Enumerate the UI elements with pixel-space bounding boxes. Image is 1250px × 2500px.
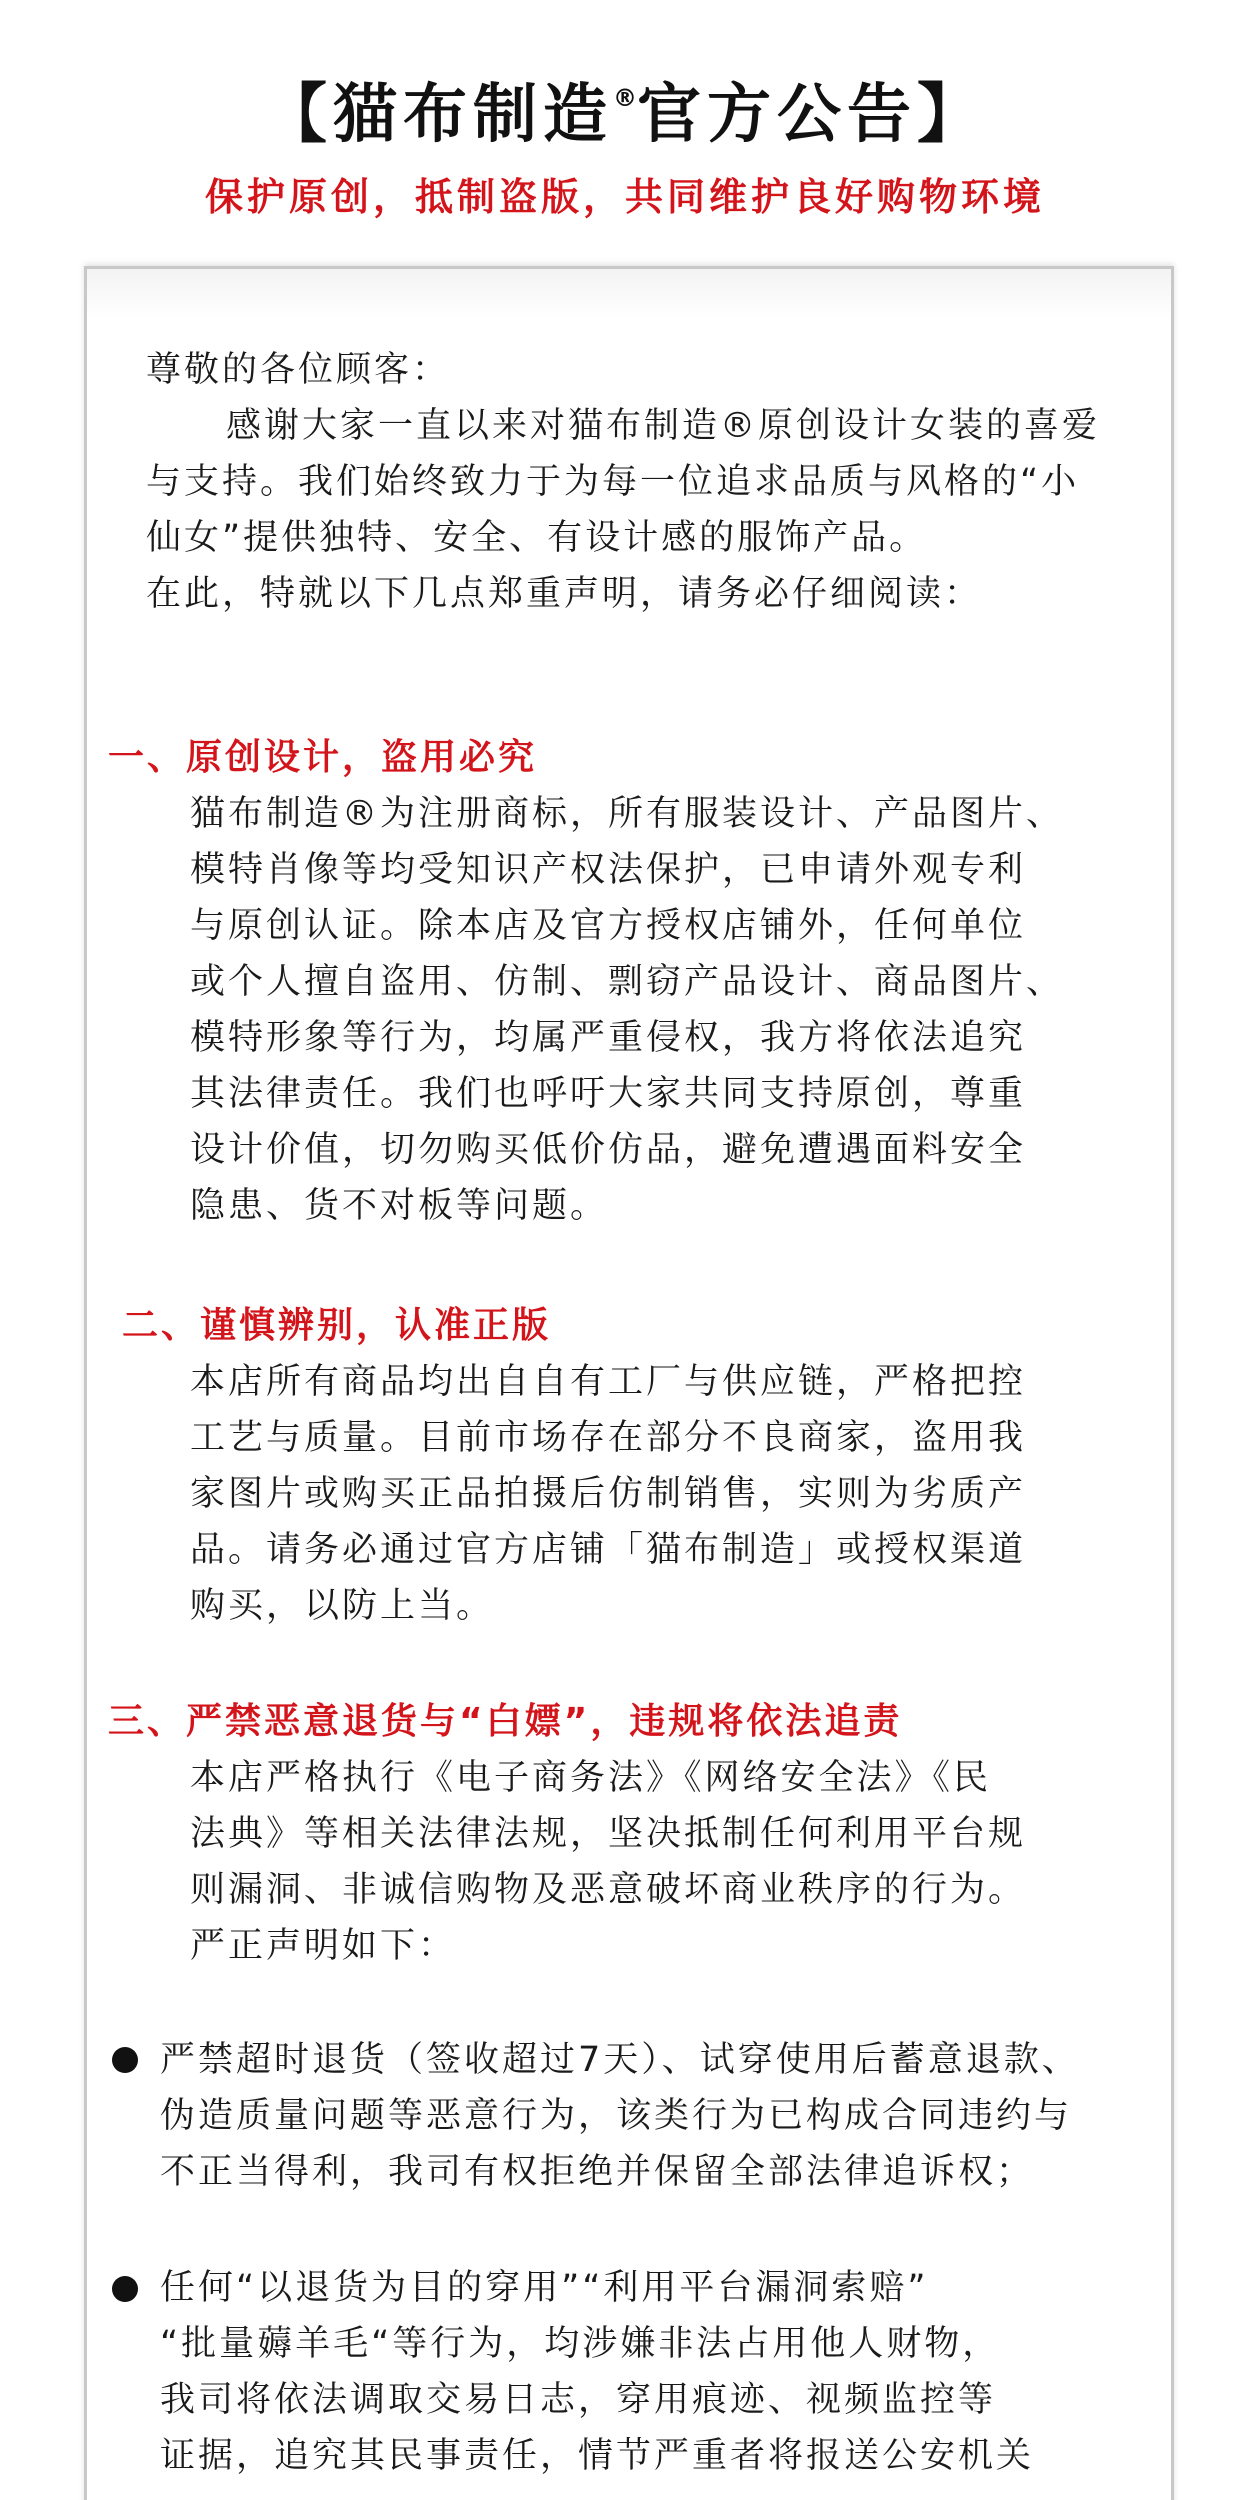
bullet-2-line: 我司将依法调取交易日志，穿用痕迹、视频监控等 (160, 2380, 997, 2420)
title-left: 【猫布制造 (263, 78, 613, 152)
section-1-line: 与原创认证。除本店及官方授权店铺外，任何单位 (190, 906, 1027, 946)
section-3-heading: 三、严禁恶意退货与“白嫖”，违规将依法追责 (108, 1701, 903, 1742)
section-3-line: 法典》等相关法律法规，坚决抵制任何利用平台规 (190, 1814, 1027, 1854)
section-1-line: 猫布制造®为注册商标，所有服装设计、产品图片、 (190, 794, 1065, 834)
intro-line: 在此，特就以下几点郑重声明，请务必仔细阅读： (146, 574, 983, 614)
greeting: 尊敬的各位顾客： (146, 350, 451, 390)
section-1-heading: 一、原创设计，盗用必究 (108, 737, 538, 778)
section-1-line: 模特肖像等均受知识产权法保护，已申请外观专利 (190, 850, 1027, 890)
page-title (0, 58, 1250, 155)
section-2-line: 本店所有商品均出自自有工厂与供应链，严格把控 (190, 1362, 1027, 1402)
section-2-line: 购买，以防上当。 (190, 1586, 495, 1626)
section-1-line: 模特形象等行为，均属严重侵权，我方将依法追究 (190, 1018, 1027, 1058)
section-1-line: 隐患、货不对板等问题。 (190, 1186, 609, 1226)
intro-line: 仙女”提供独特、安全、有设计感的服饰产品。 (146, 518, 928, 558)
bullet-dot-icon (112, 2276, 138, 2302)
bullet-2-line: 证据，追究其民事责任，情节严重者将报送公安机关 (160, 2436, 1035, 2476)
bullet-1-line: 严禁超时退货（签收超过7天）、试穿使用后蓄意退款、 (160, 2040, 1080, 2080)
section-1-line: 或个人擅自盗用、仿制、剽窃产品设计、商品图片、 (190, 962, 1065, 1002)
section-3-line: 严正声明如下： (190, 1926, 457, 1966)
bullet-1-line: 伪造质量问题等恶意行为，该类行为已构成合同违约与 (160, 2096, 1073, 2136)
registered-mark: ® (613, 84, 637, 112)
section-3-line: 本店严格执行《电子商务法》《网络安全法》《民 (190, 1758, 992, 1798)
bullet-dot-icon (112, 2047, 138, 2073)
section-1-line: 其法律责任。我们也呼吁大家共同支持原创，尊重 (190, 1074, 1027, 1114)
page-subtitle: 保护原创，抵制盗版，共同维护良好购物环境 (204, 175, 1045, 219)
section-2-heading: 二、谨慎辨别，认准正版 (122, 1305, 552, 1346)
section-2-line: 品。请务必通过官方店铺「猫布制造」或授权渠道 (190, 1530, 1027, 1570)
section-1-line: 设计价值，切勿购买低价仿品，避免遭遇面料安全 (190, 1130, 1027, 1170)
notice-box-top-shade (87, 269, 1171, 319)
bullet-2-line: 任何“以退货为目的穿用”“利用平台漏洞索赔” (160, 2268, 929, 2308)
section-3-line: 则漏洞、非诚信购物及恶意破坏商业秩序的行为。 (190, 1870, 1027, 1910)
intro-line: 感谢大家一直以来对猫布制造®原创设计女装的喜爱 (226, 406, 1101, 446)
intro-line: 与支持。我们始终致力于为每一位追求品质与风格的“小 (146, 462, 1080, 502)
title-right: 官方公告】 (637, 78, 987, 152)
section-2-line: 工艺与质量。目前市场存在部分不良商家，盗用我 (190, 1418, 1027, 1458)
bullet-2-line: “批量薅羊毛“等行为，均涉嫌非法占用他人财物， (160, 2324, 1001, 2364)
section-2-line: 家图片或购买正品拍摄后仿制销售，实则为劣质产 (190, 1474, 1027, 1514)
bullet-1-line: 不正当得利，我司有权拒绝并保留全部法律追诉权； (160, 2152, 1035, 2192)
